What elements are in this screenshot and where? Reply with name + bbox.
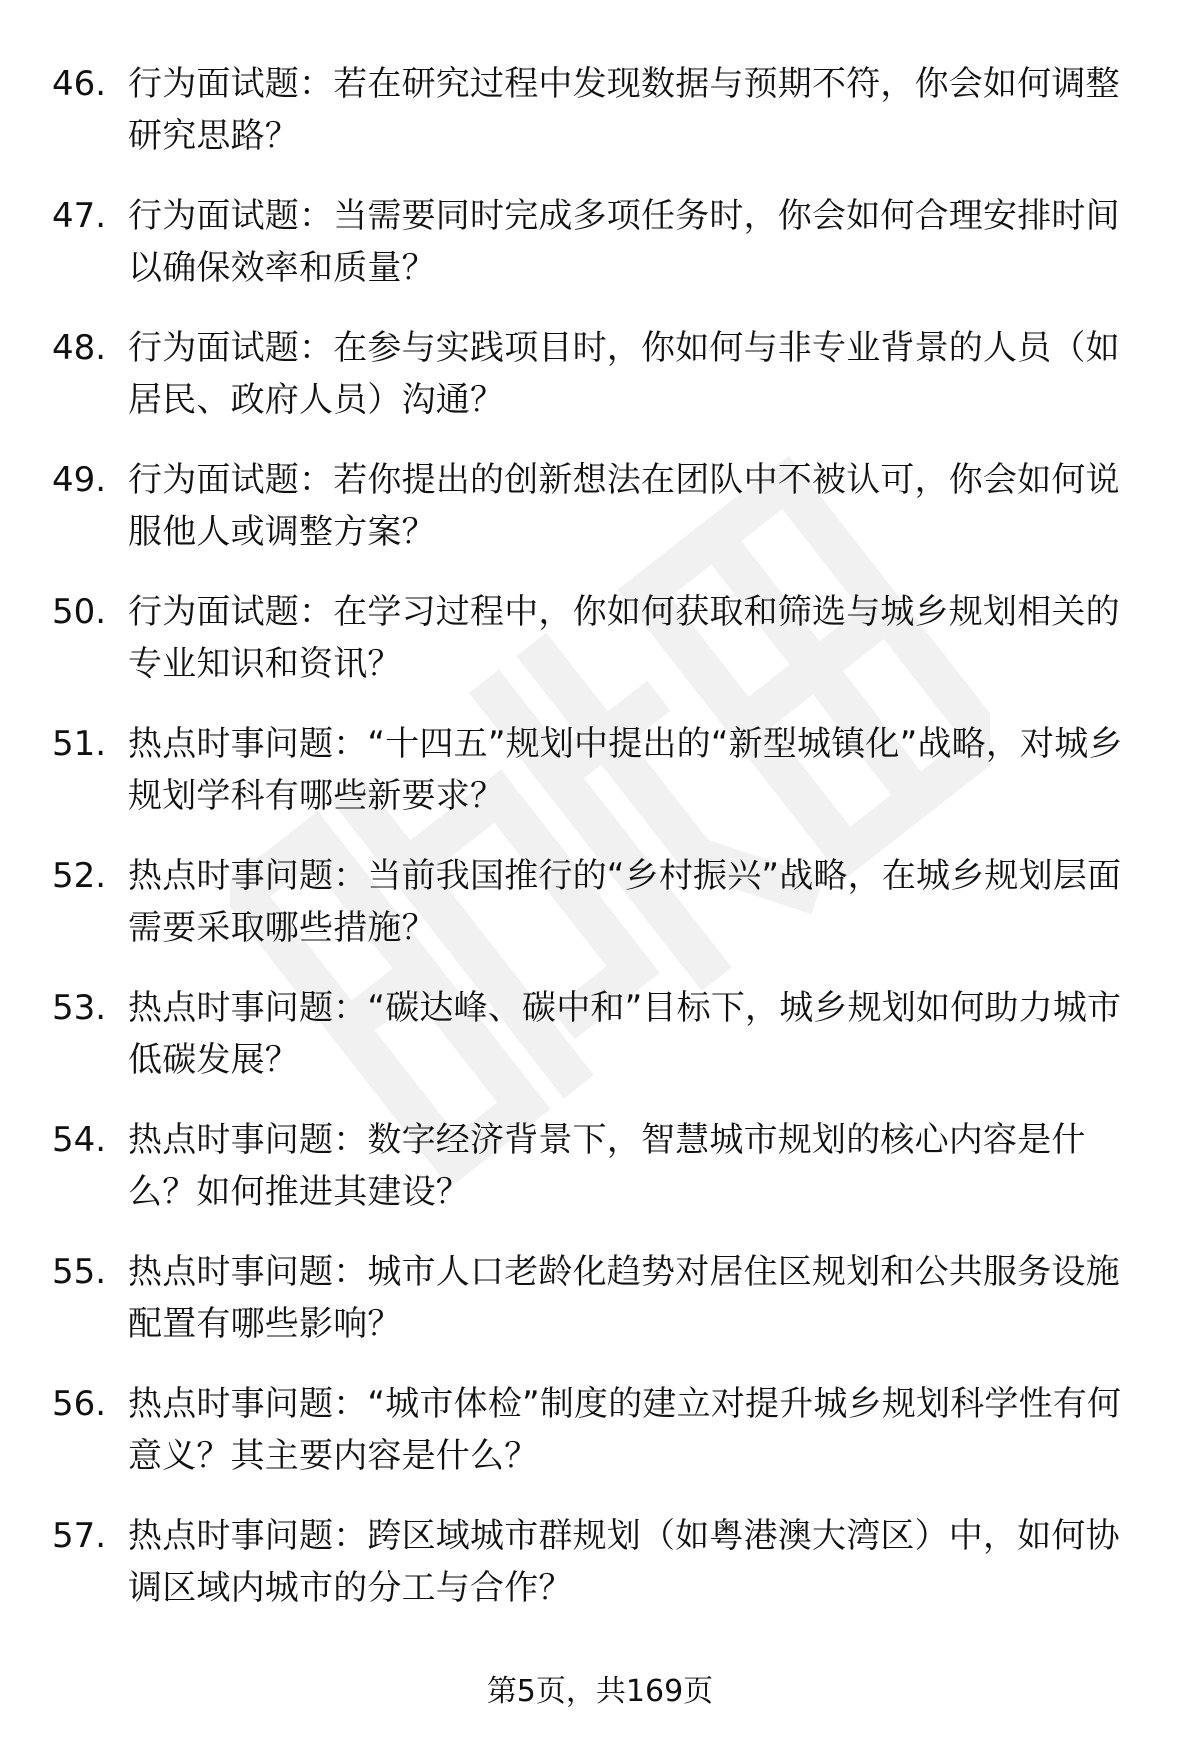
question-text: 热点时事问题：“城市体检”制度的建立对提升城乡规划科学性有何意义？其主要内容是什么？ bbox=[128, 1384, 1122, 1476]
question-number: 54. bbox=[52, 1120, 107, 1160]
question-text: 热点时事问题：当前我国推行的“乡村振兴”战略，在城乡规划层面需要采取哪些措施？ bbox=[128, 856, 1122, 948]
question-text: 热点时事问题：“碳达峰、碳中和”目标下，城乡规划如何助力城市低碳发展？ bbox=[128, 988, 1122, 1080]
question-item bbox=[52, 454, 1152, 586]
question-item bbox=[52, 322, 1152, 454]
question-item bbox=[52, 850, 1152, 982]
question-item bbox=[52, 58, 1152, 190]
question-text: 热点时事问题：数字经济背景下，智慧城市规划的核心内容是什么？如何推进其建设？ bbox=[128, 1120, 1086, 1212]
page-footer: 第5页，共169页 bbox=[486, 1674, 714, 1709]
question-item bbox=[52, 1246, 1152, 1378]
question-text: 热点时事问题：“十四五”规划中提出的“新型城镇化”战略，对城乡规划学科有哪些新要求？ bbox=[128, 724, 1123, 816]
question-number: 53. bbox=[52, 988, 107, 1028]
question-text: 热点时事问题：跨区域城市群规划（如粤港澳大湾区）中，如何协调区域内城市的分工与合作？ bbox=[128, 1516, 1120, 1608]
question-item bbox=[52, 718, 1152, 850]
question-item bbox=[52, 1114, 1152, 1246]
question-number: 57. bbox=[52, 1516, 107, 1556]
question-item bbox=[52, 190, 1152, 322]
question-number: 51. bbox=[52, 724, 107, 764]
question-number: 56. bbox=[52, 1384, 107, 1424]
question-item bbox=[52, 1510, 1152, 1642]
question-list bbox=[52, 58, 1152, 1642]
question-item bbox=[52, 1378, 1152, 1510]
question-text: 行为面试题：在参与实践项目时，你如何与非专业背景的人员（如居民、政府人员）沟通？ bbox=[128, 328, 1120, 420]
question-number: 47. bbox=[52, 196, 107, 236]
question-number: 55. bbox=[52, 1252, 107, 1292]
question-item bbox=[52, 982, 1152, 1114]
question-number: 52. bbox=[52, 856, 107, 896]
question-number: 49. bbox=[52, 460, 107, 500]
question-text: 热点时事问题：城市人口老龄化趋势对居住区规划和公共服务设施配置有哪些影响？ bbox=[128, 1252, 1120, 1344]
question-text: 行为面试题：当需要同时完成多项任务时，你会如何合理安排时间以确保效率和质量？ bbox=[128, 196, 1120, 288]
question-number: 50. bbox=[52, 592, 107, 632]
question-text: 行为面试题：在学习过程中，你如何获取和筛选与城乡规划相关的专业知识和资讯？ bbox=[128, 592, 1120, 684]
question-text: 行为面试题：若在研究过程中发现数据与预期不符，你会如何调整研究思路？ bbox=[128, 64, 1120, 156]
question-number: 48. bbox=[52, 328, 107, 368]
question-item bbox=[52, 586, 1152, 718]
question-text: 行为面试题：若你提出的创新想法在团队中不被认可，你会如何说服他人或调整方案？ bbox=[128, 460, 1120, 552]
question-number: 46. bbox=[52, 64, 107, 104]
